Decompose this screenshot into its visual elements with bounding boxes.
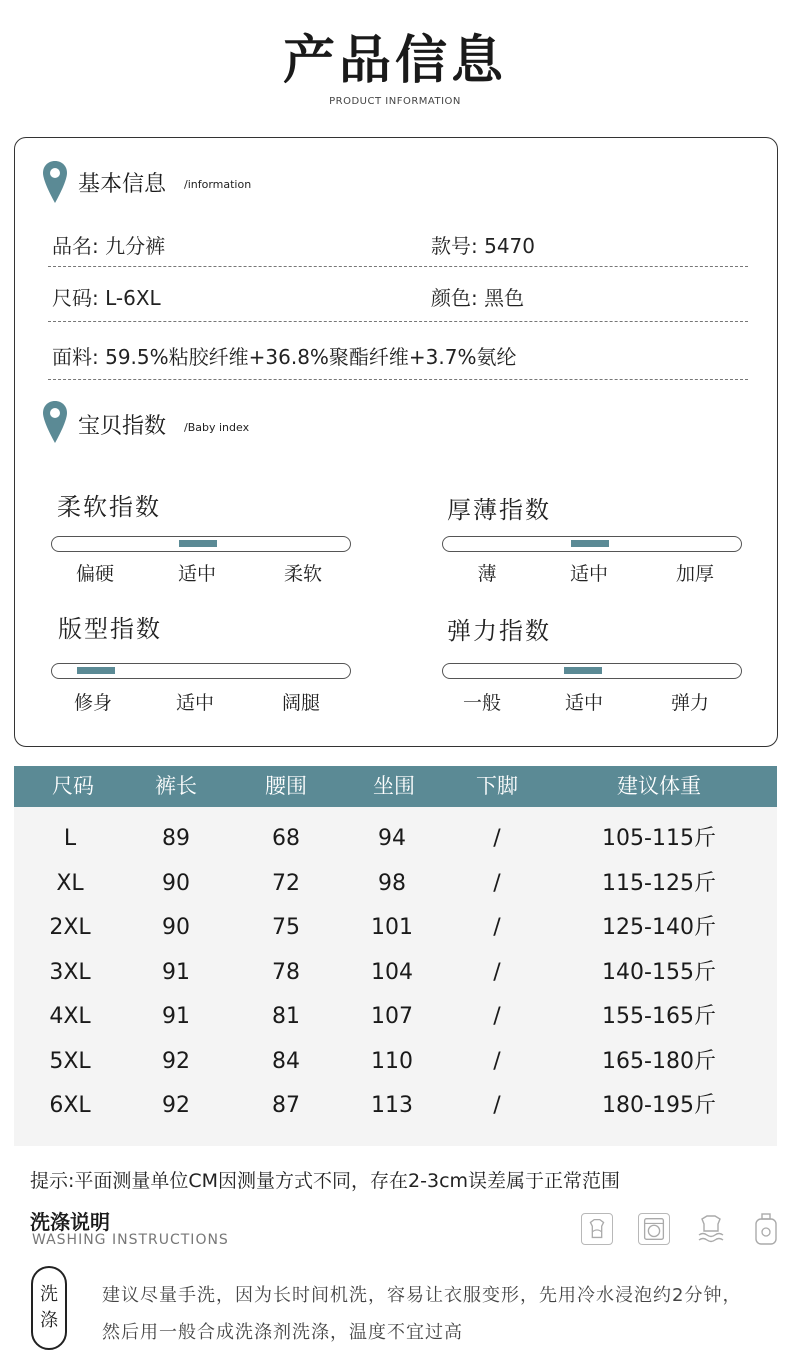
divider: [48, 321, 748, 322]
thickness-tick-high: 加厚: [675, 563, 714, 585]
cell-length: 89: [162, 826, 190, 851]
washing-subtitle: WASHING INSTRUCTIONS: [32, 1232, 229, 1248]
fit-tick-high: 阔腿: [281, 692, 320, 714]
cell-length: 91: [162, 959, 190, 985]
cell-size: 4XL: [49, 1004, 91, 1029]
basic-info-subtitle: /information: [184, 178, 252, 191]
fit-index-marker: [77, 667, 115, 674]
col-header-weight: 建议体重: [617, 774, 701, 798]
thickness-index-marker: [571, 540, 609, 547]
wash-badge-char: 洗: [40, 1284, 58, 1305]
cell-waist: 84: [272, 1048, 300, 1074]
elasticity-tick-mid: 适中: [564, 692, 603, 714]
product-name: 品名: 九分裤: [52, 234, 166, 258]
size-table-body: [14, 807, 777, 1146]
thickness-tick-mid: 适中: [569, 563, 608, 585]
cell-weight: 105-115斤: [602, 826, 716, 851]
cell-size: L: [63, 826, 77, 851]
divider: [48, 266, 748, 267]
size-table-header: [14, 766, 777, 807]
divider: [48, 379, 748, 380]
product-color: 颜色: 黑色: [431, 286, 525, 310]
fit-index-title: 版型指数: [58, 615, 162, 643]
table-row: [14, 1091, 777, 1121]
table-row: [14, 1047, 777, 1077]
col-header-hip: 坐围: [373, 774, 415, 798]
cell-hip: 110: [371, 1048, 413, 1074]
baby-index-subtitle: /Baby index: [184, 421, 250, 434]
cell-size: XL: [56, 870, 84, 896]
page-subtitle: PRODUCT INFORMATION: [329, 96, 461, 107]
cell-hip: 94: [378, 826, 406, 851]
table-row: [14, 913, 777, 943]
thickness-tick-low: 薄: [477, 563, 497, 585]
fit-tick-mid: 适中: [175, 692, 214, 714]
wash-instruction-line-1: 建议尽量手洗，因为长时间机洗，容易让衣服变形，先用冷水浸泡约2分钟，: [102, 1285, 742, 1306]
cell-waist: 81: [272, 1004, 300, 1029]
cell-length: 90: [162, 915, 190, 940]
table-row: [14, 869, 777, 899]
softness-index-bar: [51, 536, 351, 552]
cell-weight: 155-165斤: [602, 1004, 716, 1029]
location-pin-icon: [42, 160, 68, 204]
cell-size: 3XL: [49, 959, 91, 985]
cell-weight: 140-155斤: [602, 959, 716, 985]
fit-index-bar: [51, 663, 351, 679]
product-fabric: 面料: 59.5%粘胶纤维+36.8%聚酯纤维+3.7%氨纶: [52, 345, 517, 369]
elasticity-index-bar: [442, 663, 742, 679]
fit-tick-low: 修身: [73, 692, 112, 714]
softness-index-title: 柔软指数: [57, 493, 161, 521]
product-code: 款号: 5470: [431, 234, 535, 258]
iron-icon: [694, 1211, 728, 1245]
elasticity-tick-high: 弹力: [670, 692, 709, 714]
cell-weight: 165-180斤: [602, 1048, 716, 1074]
page-title: 产品信息: [282, 31, 507, 91]
cell-hip: 107: [371, 1004, 413, 1029]
table-row: [14, 958, 777, 988]
measurement-tip: 提示:平面测量单位CM因测量方式不同，存在2-3cm误差属于正常范围: [30, 1170, 621, 1192]
cell-waist: 78: [272, 959, 300, 985]
col-header-size: 尺码: [52, 774, 94, 798]
col-header-waist: 腰围: [265, 774, 307, 798]
cell-hip: 104: [371, 959, 413, 985]
wash-badge: [31, 1266, 67, 1350]
cell-hip: 113: [371, 1093, 413, 1118]
product-size: 尺码: L-6XL: [52, 286, 161, 310]
cell-size: 6XL: [49, 1093, 91, 1118]
cell-waist: 68: [272, 826, 300, 851]
thickness-index-title: 厚薄指数: [447, 496, 551, 524]
cell-length: 92: [162, 1093, 190, 1118]
cell-hem: /: [493, 1093, 501, 1118]
location-pin-icon: [42, 400, 68, 444]
cell-length: 90: [162, 870, 190, 896]
baby-index-title: 宝贝指数: [78, 414, 167, 439]
softness-tick-low: 偏硬: [75, 563, 114, 585]
cell-hem: /: [493, 915, 501, 940]
cell-waist: 87: [272, 1093, 300, 1118]
cell-hip: 101: [371, 915, 413, 940]
cell-hem: /: [493, 1004, 501, 1029]
col-header-hem: 下脚: [476, 774, 518, 798]
cell-hem: /: [493, 1048, 501, 1074]
cell-size: 5XL: [49, 1048, 91, 1074]
info-card: [14, 137, 778, 747]
cell-size: 2XL: [49, 915, 91, 940]
col-header-length: 裤长: [155, 774, 197, 798]
hand-wash-icon: [581, 1213, 613, 1245]
thickness-index-bar: [442, 536, 742, 552]
cell-waist: 72: [272, 870, 300, 896]
wash-instruction-line-2: 然后用一般合成洗涤剂洗涤，温度不宜过高: [102, 1322, 463, 1343]
cell-hem: /: [493, 826, 501, 851]
cell-weight: 180-195斤: [602, 1093, 716, 1118]
wash-badge-char: 涤: [40, 1310, 58, 1331]
softness-tick-mid: 适中: [177, 563, 216, 585]
table-row: [14, 1002, 777, 1032]
cell-hip: 98: [378, 870, 406, 896]
elasticity-index-title: 弹力指数: [447, 617, 551, 645]
machine-wash-icon: [638, 1213, 670, 1245]
cell-length: 92: [162, 1048, 190, 1074]
cell-waist: 75: [272, 915, 300, 940]
cell-length: 91: [162, 1004, 190, 1029]
elasticity-tick-low: 一般: [462, 692, 501, 714]
cell-hem: /: [493, 959, 501, 985]
basic-info-title: 基本信息: [78, 172, 167, 197]
softness-index-marker: [179, 540, 217, 547]
elasticity-index-marker: [564, 667, 602, 674]
detergent-icon: [752, 1211, 780, 1247]
cell-weight: 115-125斤: [602, 870, 716, 896]
table-row: [14, 824, 777, 854]
cell-weight: 125-140斤: [602, 915, 716, 940]
cell-hem: /: [493, 870, 501, 896]
softness-tick-high: 柔软: [283, 563, 322, 585]
washing-title: 洗涤说明: [30, 1210, 110, 1234]
